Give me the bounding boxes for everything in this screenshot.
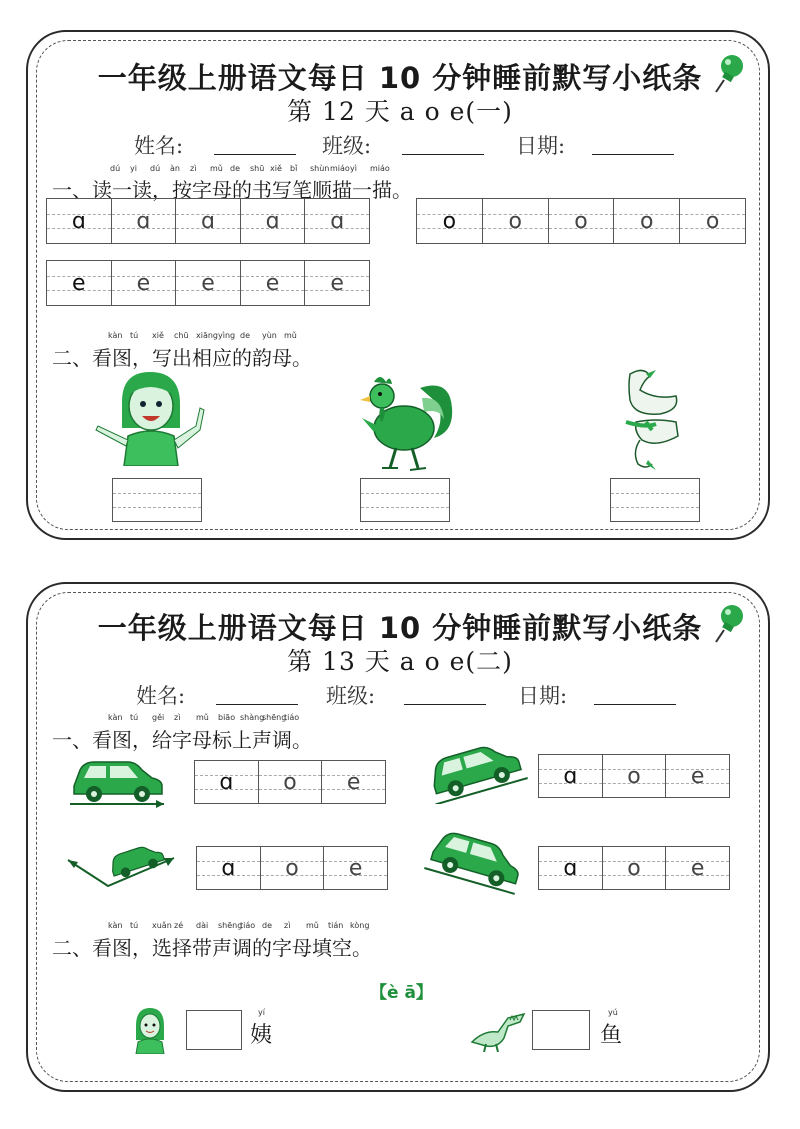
tone-strip [538, 846, 730, 890]
letter-cell[interactable] [176, 199, 241, 243]
date-field[interactable] [592, 154, 674, 155]
pinyin-label: shùn [310, 164, 330, 173]
pinyin-label: zé [174, 921, 184, 930]
date-label: 日期: [518, 684, 568, 708]
letter: ɑ [221, 855, 236, 881]
letter: e [346, 769, 361, 795]
letter-cell[interactable] [305, 199, 369, 243]
class-label: 班级: [326, 684, 376, 708]
section-heading: 一、看图，给字母标上声调。 [52, 728, 312, 752]
letter: e [72, 270, 86, 296]
pinyin-label: zì [284, 921, 291, 930]
page-title: 一年级上册语文每日 10 分钟睡前默写小纸条 [97, 611, 703, 645]
pinyin-label: yi [130, 164, 137, 173]
pinyin-label: miáo [370, 164, 390, 173]
letter-cell[interactable] [112, 199, 177, 243]
pinyin-label: mǔ [284, 331, 297, 340]
pinyin-label: zì [174, 713, 181, 722]
pinyin-label: de [240, 331, 250, 340]
pinyin-label: yì [350, 164, 357, 173]
tone-strip [538, 754, 730, 798]
letter-cell[interactable] [47, 261, 112, 305]
pinyin-label: kàn [108, 713, 123, 722]
letter-cell[interactable] [259, 761, 323, 803]
name-field[interactable] [216, 704, 298, 705]
letter: e [201, 270, 215, 296]
pinyin-label: tiáo [284, 713, 300, 722]
pinyin-label: yùn [262, 331, 277, 340]
name-field[interactable] [214, 154, 296, 155]
pinyin-label: shàng [240, 713, 265, 722]
pinyin-label: tiáo [240, 921, 256, 930]
pinyin-label: xuǎn [152, 921, 172, 930]
letter-cell[interactable] [305, 261, 369, 305]
pinyin-label: yí [258, 1008, 265, 1017]
girl-picture [92, 366, 210, 466]
pinyin-label: shēng [262, 713, 287, 722]
letter: e [136, 270, 151, 296]
letter-strip-a [46, 198, 370, 244]
tone-strip [196, 846, 388, 890]
name-label: 姓名: [136, 684, 186, 708]
letter: ɑ [201, 208, 215, 234]
answer-box[interactable] [610, 478, 700, 522]
pinyin-label: xiě [270, 164, 282, 173]
letter: ɑ [563, 855, 578, 881]
letter-cell[interactable] [483, 199, 549, 243]
pinyin-label: kòng [350, 921, 370, 930]
hanzi-character: 姨 [250, 1023, 273, 1048]
letter: o [285, 855, 299, 881]
letter-cell[interactable] [539, 755, 603, 797]
pinyin-label: tú [130, 921, 139, 930]
pinyin-label: dài [196, 921, 209, 930]
letter: ɑ [265, 208, 280, 234]
letter: o [283, 769, 297, 795]
letter-cell[interactable] [614, 199, 680, 243]
choice-letters: 【è ā】 [370, 983, 433, 1003]
pinyin-label: xiāng [196, 331, 219, 340]
pinyin-label: shēng [218, 921, 243, 930]
pinyin-label: miáo [330, 164, 350, 173]
girl-picture [130, 1006, 170, 1054]
answer-box[interactable] [186, 1010, 242, 1050]
crocodile-picture [468, 1008, 526, 1052]
letter-cell[interactable] [539, 847, 603, 889]
letter-cell[interactable] [603, 847, 667, 889]
letter-cell[interactable] [197, 847, 261, 889]
letter: ɑ [71, 208, 86, 234]
letter-cell[interactable] [324, 847, 387, 889]
letter-cell[interactable] [112, 261, 177, 305]
pinyin-label: gěi [152, 713, 165, 722]
pinyin-label: mǔ [196, 713, 209, 722]
pinyin-label: biāo [218, 713, 236, 722]
letter: o [627, 855, 641, 881]
answer-box[interactable] [112, 478, 202, 522]
car-rising-tone2-picture [424, 740, 528, 804]
page-subtitle: 第 12 天 a o e(一) [287, 97, 513, 126]
pinyin-label: mǔ [210, 164, 223, 173]
pinyin-label: tián [328, 921, 344, 930]
letter-cell[interactable] [176, 261, 241, 305]
letter: o [508, 208, 522, 234]
pinyin-label: xiě [152, 331, 164, 340]
pinyin-label: kàn [108, 331, 123, 340]
letter: o [627, 763, 641, 789]
section-heading: 一、读一读，按字母的书写笔顺描一描。 [52, 178, 412, 202]
letter-cell[interactable] [417, 199, 483, 243]
page-subtitle: 第 13 天 a o e(二) [287, 647, 513, 676]
letter-cell[interactable] [195, 761, 259, 803]
answer-box[interactable] [532, 1010, 590, 1050]
letter: e [348, 855, 363, 881]
class-field[interactable] [402, 154, 484, 155]
car-falling-tone4-picture [424, 830, 528, 896]
letter-cell[interactable] [322, 761, 385, 803]
letter-cell[interactable] [666, 847, 729, 889]
pinyin-label: shū [250, 164, 265, 173]
pinyin-label: tú [130, 331, 139, 340]
pinyin-label: bǐ [290, 164, 298, 173]
letter: ɑ [563, 763, 578, 789]
letter: e [265, 270, 280, 296]
letter: e [690, 763, 705, 789]
hanzi-character: 鱼 [600, 1023, 623, 1048]
pinyin-label: dú [150, 164, 161, 173]
pinyin-label: àn [170, 164, 180, 173]
section-heading: 二、看图，写出相应的韵母。 [52, 346, 312, 370]
letter-strip-o [416, 198, 746, 244]
rooster-picture [350, 368, 458, 474]
letter-cell[interactable] [549, 199, 615, 243]
letter-cell[interactable] [666, 755, 729, 797]
pinyin-label: yú [608, 1008, 618, 1017]
pinyin-label: mǔ [306, 921, 319, 930]
letter: o [442, 208, 457, 234]
date-field[interactable] [594, 704, 676, 705]
letter-cell[interactable] [603, 755, 667, 797]
letter: e [690, 855, 705, 881]
section-heading: 二、看图，选择带声调的字母填空。 [52, 936, 372, 960]
answer-box[interactable] [360, 478, 450, 522]
name-label: 姓名: [134, 134, 184, 158]
pinyin-label: dú [110, 164, 121, 173]
letter: o [640, 208, 654, 234]
tone-strip [194, 760, 386, 804]
page-title: 一年级上册语文每日 10 分钟睡前默写小纸条 [97, 61, 703, 95]
class-field[interactable] [404, 704, 486, 705]
letter-cell[interactable] [680, 199, 745, 243]
pinyin-label: yìng [218, 331, 236, 340]
letter-cell[interactable] [47, 199, 112, 243]
letter-cell[interactable] [241, 199, 306, 243]
letter-cell[interactable] [261, 847, 325, 889]
letter: ɑ [219, 769, 234, 795]
pushpin-icon [712, 602, 746, 644]
letter: o [705, 208, 720, 234]
letter-cell[interactable] [241, 261, 306, 305]
pinyin-label: zì [190, 164, 197, 173]
class-label: 班级: [322, 134, 372, 158]
car-dip-tone3-picture [64, 840, 180, 890]
letter: e [330, 270, 344, 296]
pinyin-label: de [262, 921, 272, 930]
car-flat-tone1-picture [66, 752, 170, 808]
letter: o [574, 208, 588, 234]
goose-picture [616, 366, 690, 474]
pinyin-label: kàn [108, 921, 123, 930]
letter: ɑ [136, 208, 151, 234]
letter-strip-e [46, 260, 370, 306]
pinyin-label: tú [130, 713, 139, 722]
date-label: 日期: [516, 134, 566, 158]
letter: ɑ [330, 208, 345, 234]
pinyin-label: chū [174, 331, 189, 340]
pushpin-icon [712, 52, 746, 94]
pinyin-label: de [230, 164, 240, 173]
